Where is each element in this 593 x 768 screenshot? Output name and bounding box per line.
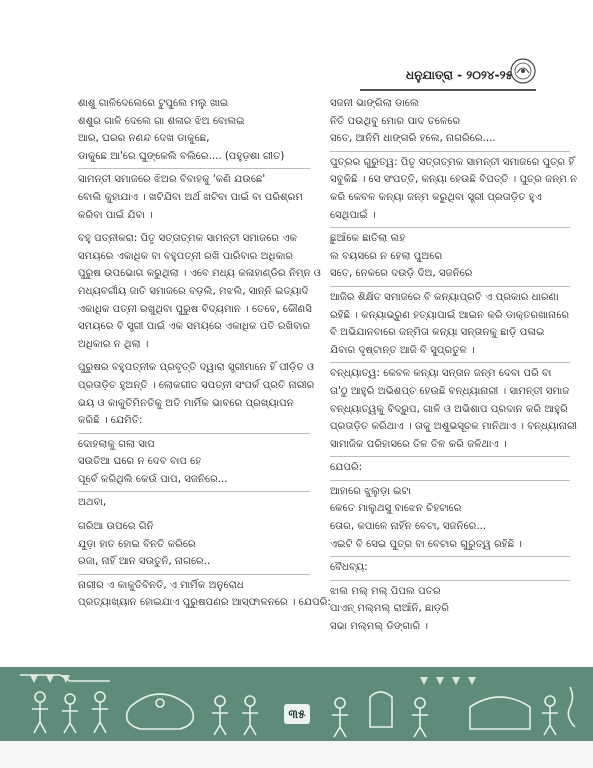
text-line: ଆର, ଘରର ନଣନ୍ଦ ଦେଖ ଡାକୁଛେ, bbox=[78, 133, 210, 145]
text-block bbox=[78, 518, 310, 571]
text-block bbox=[330, 483, 570, 553]
text-line: ଯିବାର ଦୃଷ୍ଟାନ୍ତ ଆଜି ବି ସୁପ୍ରତୁଳ । bbox=[330, 344, 475, 356]
text-line: ଯେପରି: bbox=[330, 462, 363, 474]
header-title: ଧନୁଯାତ୍ରା - ୨୦୨୪-୨୫ bbox=[406, 68, 514, 82]
text-line: ପୂର୍ବେ କରିଥିଲି କେଉଁ ପାପ, ସଜନିରେ... bbox=[78, 473, 228, 485]
text-line: ଭୟ ଓ କାକୁତିମିନତିକୁ ଅତି ମାର୍ମିକ ଭାବରେ ପ୍ରଖ୍ୟାପନ bbox=[78, 397, 294, 409]
text-line: ଲ ବୟସରେ ନ ହେଲା ପୁଅରେ bbox=[330, 250, 443, 262]
text-line: କରିଛି । ଯେମିତି: bbox=[78, 415, 143, 427]
text-line: ସେଥିପାଇଁ । bbox=[330, 209, 376, 221]
right-column bbox=[330, 95, 578, 642]
text-line: ପ୍ରତାଡ଼ିତ ହୁଅନ୍ତି । ଲୋକଗୀତ ସପତ୍ନୀ ସଂପର୍କ ପ୍ରତି ନାରୀର bbox=[78, 379, 315, 391]
text-line: ବି ଅଭିଯାନବାରେ ଜନ୍ମିତା କନ୍ୟା ସନ୍ତାନକୁ ଛାଡ଼ି ପଳାଇ bbox=[330, 327, 545, 339]
text-line: ପାଏନ୍ ମଲ୍‌ମଲ୍ ରାଆଁନି, ଛାଡ଼ରି bbox=[330, 603, 450, 615]
text-line: ସମୟରେ ବି ସ୍ତ୍ରୀ ପାଇଁ ଏକ ସମୟରେ ଏକାଧିକ ପତି ରଖିବାର bbox=[78, 321, 311, 333]
text-block bbox=[78, 171, 310, 224]
text-line: ପ୍ରତ୍ୟାଖ୍ୟାନ ହୋଇଯାଏ ପୁରୁଷପଣର ଆସ୍ଫାଳନରେ । ଯେପରି: bbox=[78, 597, 331, 609]
text-line: ଅଥବା, bbox=[78, 497, 107, 509]
text-block bbox=[330, 583, 570, 636]
text-line: କରିବା ପାଇଁ ଯିବା । bbox=[78, 209, 153, 221]
emblem-icon bbox=[510, 58, 536, 84]
text-line: ସମୟରେ ଏକାଧିକ ବା ବହୁପତ୍ନୀ ରଖି ପାରିବାର ଅଧିକାର bbox=[78, 250, 294, 262]
text-block bbox=[330, 559, 570, 577]
text-line: ସାମନ୍ତୀ ସମାଜରେ ଝିଅର ବିବାହକୁ 'କଣି ଯଉଛେ' bbox=[78, 174, 266, 186]
text-block bbox=[330, 459, 570, 477]
text-line: ବୋଲି କୁହାଯାଏ । ଖଟିଯିବା ଅର୍ଥ ଖଟିବା ପାଇଁ ବା ପରିଶ୍ରମ bbox=[78, 191, 303, 203]
header-rule bbox=[360, 89, 536, 91]
text-line: ନାରୀର ଏ କାକୁତିବିନତି, ଏ ମାର୍ମିକ ଅନୁରୋଧ bbox=[78, 579, 244, 591]
text-block bbox=[78, 230, 321, 353]
text-line: ପୁତ୍ରର ଗୁରୁତ୍ୱ: ପିତୃ ସତ୍ତାତ୍ମକ ସାମନ୍ତୀ ସମାଜରେ ପୁତ୍ର ହିଁ bbox=[330, 156, 575, 168]
text-block bbox=[78, 359, 315, 429]
text-block bbox=[330, 95, 570, 148]
text-line: ଗରିଆ ଉପରେ ଗିନି bbox=[78, 521, 154, 533]
text-block bbox=[330, 289, 570, 359]
text-line: ଦୋହଲାକୁ ଗଲା ସାପ bbox=[78, 438, 155, 450]
text-line: ତା'ଠୁ ଆହୁରି ଅଭିଶପ୍ତ ହେଉଛି ବନ୍ଧ୍ୟାନାରୀ । ସାମନ୍ତୀ ସମାଜ bbox=[330, 385, 570, 397]
text-line: ଶଶୁର ଗାଳି ଦେଲେ ଗା ଶଳାର ଝିଅ ବୋଲଇ bbox=[78, 115, 245, 127]
text-block bbox=[330, 154, 578, 224]
text-line: ବୈଧବ୍ୟ: bbox=[330, 562, 368, 574]
text-line: ବନ୍ଧ୍ୟାତ୍ୱ: କେବଳ କନ୍ୟା ସନ୍ତାନ ଜନ୍ମ ଦେବା ପରି ବା bbox=[330, 368, 552, 380]
text-line: ସାମାଜିକ ପରିହାସରେ ତିଳ ତିଳ କରି ଜଳିଥାଏ । bbox=[330, 438, 507, 450]
text-line: କରି କେବଳ କନ୍ୟା ଜନ୍ମ କରୁଥିବା ସ୍ତ୍ରୀ ପ୍ରତାଡ଼ିତ ହୁଏ bbox=[330, 191, 542, 203]
page-number: ୩୫ bbox=[284, 704, 310, 724]
text-line: ସଭା ମଲ୍‌ମଲ୍ ଡିଙ୍ଗାରି । bbox=[330, 621, 429, 633]
text-line: ଆହାରେ ଝୁଲୁଡ଼ା ଇଟା bbox=[330, 485, 411, 497]
text-line: ଶାଶୁ ଗାଳିଦେଲେରେ ଟୁପୁଲେ ମଲୁ ଖାଇ bbox=[78, 98, 229, 109]
text-line: ସଜନୀ ଭାଙ୍ଗିଲା ଡାଲେ bbox=[330, 98, 419, 109]
running-header bbox=[360, 58, 536, 88]
left-column bbox=[78, 95, 331, 618]
text-line: ରଜା, ନାହିଁ ଆନ ସଉତୁନି, ନାଗରେ.. bbox=[78, 556, 211, 568]
text-line: ପ୍ରତାଡ଼ିତ କରିଥାଏ । ତାକୁ ଅଶୁଭସୂଚକ ମାନିଥାଏ । ବନ୍ଧ୍ୟାନାରୀ bbox=[330, 421, 577, 433]
text-line: ଏଇଟି ବି ସେଇ ପୁତ୍ର ବା ବେଟାର ଗୁରୁତ୍ୱ ରହିଛି । bbox=[330, 538, 523, 550]
text-line: ନିତି ପଉଥିବୁ ମୋର ପାଦ ତଳେରେ bbox=[330, 115, 461, 127]
text-line: ସଉତିଆ ଘରେ ନ ଦେବ ବାପ ହେ bbox=[78, 456, 202, 468]
text-line: ତୋର, କପାଳେ ନାହିଁନ ବେଟା, ସଜନିରେ... bbox=[330, 521, 487, 533]
text-line: ଅଧିକାର ନ ଥିଲା । bbox=[78, 338, 149, 350]
text-line: ରହିଛି । କନ୍ୟାଭ୍ରୁଣ ହତ୍ୟାପାଇଁ ଆଇନ କରି ଡାକ୍ତରଖାନାରେ bbox=[330, 309, 570, 321]
text-block bbox=[330, 365, 577, 453]
text-line: ସବୁକିଛି । ସେ ସଂପତ୍ତି, କନ୍ୟା ହେଉଛି ବିପତ୍ତି । ପୁତ୍ର ଜନ୍ମ ନ bbox=[330, 174, 578, 186]
text-block bbox=[78, 436, 310, 489]
text-line: ଝାଲ ମଲ୍ ମଲ୍ ପିପଲ ପତର bbox=[330, 585, 441, 597]
text-block bbox=[78, 494, 310, 512]
text-line: ପୁରୁଷର ବହୁପତ୍ନୀକ ପ୍ରବୃତ୍ତି ଦ୍ୱାରା ସ୍ତ୍ରୀମାନେ ହିଁ ପୀଡ଼ିତ ଓ bbox=[78, 362, 314, 374]
text-line: ଛୁଆଁକେ ଛାତିଲା ଲହ bbox=[330, 233, 406, 245]
text-line: ଡାକୁଛେ ଆ'ରେ ଘୁଙ୍କେଲି ବଲିରେ.... (ପହୁଡ଼ଶା ଗୀତ) bbox=[78, 150, 285, 162]
text-line: ପୁରୁଷ ଉପଭୋଗ କରୁଥିଲା । ଏବେ ମଧ୍ୟ କଳାହାଣ୍ଡିର ନିମ୍ନ ଓ bbox=[78, 268, 321, 280]
text-line: ମଧ୍ୟବର୍ଗୀୟ ଜାତି ସମାଜରେ ବଡ଼ଲି, ମଝଲି, ସାନ୍ନି ଇତ୍ୟାଦି bbox=[78, 285, 309, 297]
text-line: ସତେ, ଆନିମି ଧାଙ୍ଗରି ହଲେ, ନାଗରିରେ.... bbox=[330, 133, 496, 145]
text-block bbox=[330, 230, 570, 283]
text-line: କେତେ ମାଲୁଥସୁ ବାଝେନ ଚିହଟାରେ bbox=[330, 503, 462, 515]
text-line: ଯୁଡ଼ା ହାତ ହୋଇ ବିନତି କରିରେ bbox=[78, 538, 196, 550]
text-line: ସତେ, ନେକରେ ଦଉଡ଼ି ଦିଅ, ସଜନିରେ bbox=[330, 268, 473, 280]
text-line: ବହୁ ପତ୍ନୀକରା: ପିତୃ ସତ୍ତାତ୍ମକ ସାମନ୍ତୀ ସମାଜରେ ଏକ bbox=[78, 233, 298, 245]
text-line: ଏକାଧିକ ପତ୍ନୀ ରଖୁଥିବା ପୁରୁଷ ବିଦ୍ୟମାନ । ତେବେ, କୌଣସି bbox=[78, 303, 312, 315]
text-block bbox=[78, 577, 331, 612]
text-line: ଆଜିର ଶିକ୍ଷିତ ସମାଜରେ ବି କନ୍ୟାପ୍ରତି ଏ ପ୍ରକାର ଧାରଣା bbox=[330, 291, 559, 303]
text-block bbox=[78, 95, 310, 165]
text-line: ବନ୍ଧ୍ୟାତ୍ୱକୁ ବିଦ୍ରୁପ, ଗାଳି ଓ ଅଭିଶାପ ପ୍ରଦାନ କରି ଆହୁରି bbox=[330, 403, 568, 415]
